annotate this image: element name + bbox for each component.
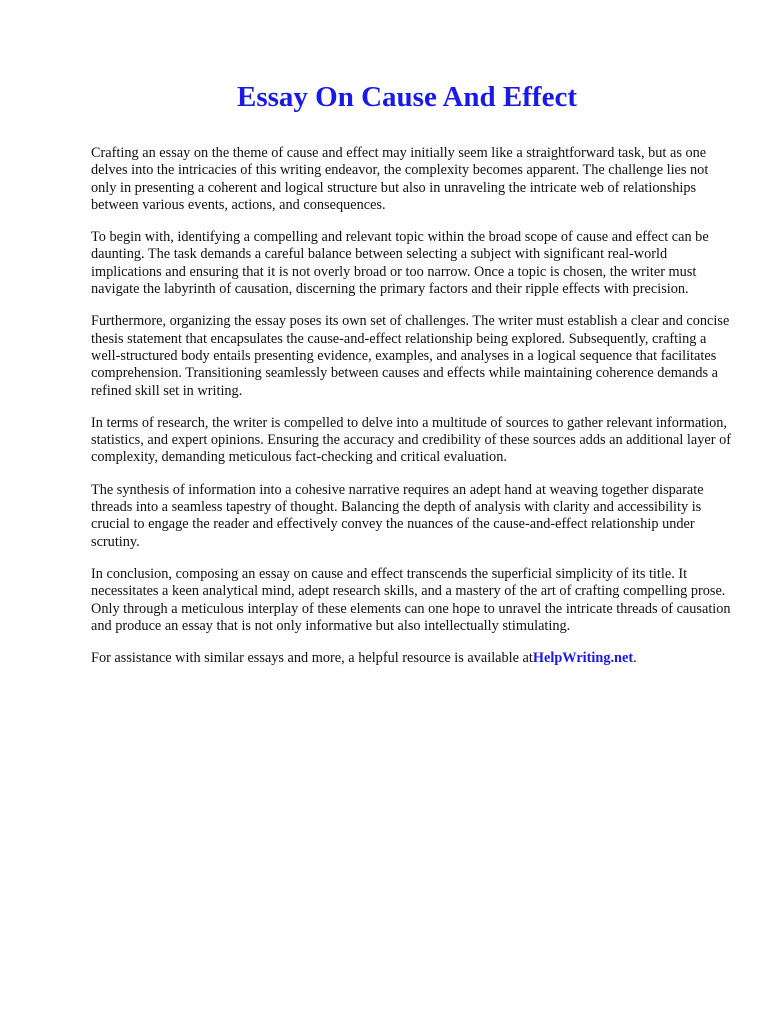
- essay-body: [91, 145, 731, 682]
- helpwriting-link[interactable]: HelpWriting.net: [532, 650, 634, 667]
- closing-paragraph: [91, 650, 731, 667]
- paragraph: In conclusion, composing an essay on cause and effect transcends the superficial simplicity of its title. It necessitates a keen analytical mind, adept research skills, and a mastery of the art of crafting compelling prose. Only through a meticulous interplay of these elements can one hope to unravel the intricate threads of causation and produce an essay that is not only informative but also intellectually stimulating.: [91, 565, 731, 634]
- closing-suffix: .: [633, 650, 637, 667]
- closing-text: For assistance with similar essays and more, a helpful resource is available at: [91, 650, 533, 667]
- paragraph: The synthesis of information into a cohesive narrative requires an adept hand at weaving together disparate threads into a seamless tapestry of thought. Balancing the depth of analysis with clarity and accessibility is crucial to engage the reader and effectively convey the nuances of the cause-and-effect relationship under scrutiny.: [91, 481, 704, 550]
- page-title: Essay On Cause And Effect: [237, 81, 577, 113]
- paragraph: Crafting an essay on the theme of cause and effect may initially seem like a straightforward task, but as one delves into the intricacies of this writing endeavor, the complexity becomes apparent. The challenge lies not only in presenting a coherent and logical structure but also in unraveling the intricate web of relationships between various events, actions, and consequences.: [91, 145, 709, 213]
- paragraph: In terms of research, the writer is compelled to delve into a multitude of sources to gather relevant information, statistics, and expert opinions. Ensuring the accuracy and credibility of these sources adds an additional layer of complexity, demanding meticulous fact-checking and critical evaluation.: [91, 414, 731, 466]
- paragraph: To begin with, identifying a compelling and relevant topic within the broad scope of cause and effect can be daunting. The task demands a careful balance between selecting a subject with significant real-world implications and ensuring that it is not overly broad or too narrow. Once a topic is chosen, the writer must navigate the labyrinth of causation, discerning the primary factors and their ripple effects with precision.: [91, 229, 709, 298]
- paragraph: Furthermore, organizing the essay poses its own set of challenges. The writer must establish a clear and concise thesis statement that encapsulates the cause-and-effect relationship being explored. Subsequently, crafting a well-structured body entails presenting evidence, examples, and analyses in a logical sequence that facilitates comprehension. Transitioning seamlessly between causes and effects while maintaining coherence demands a refined skill set in writing.: [91, 313, 730, 399]
